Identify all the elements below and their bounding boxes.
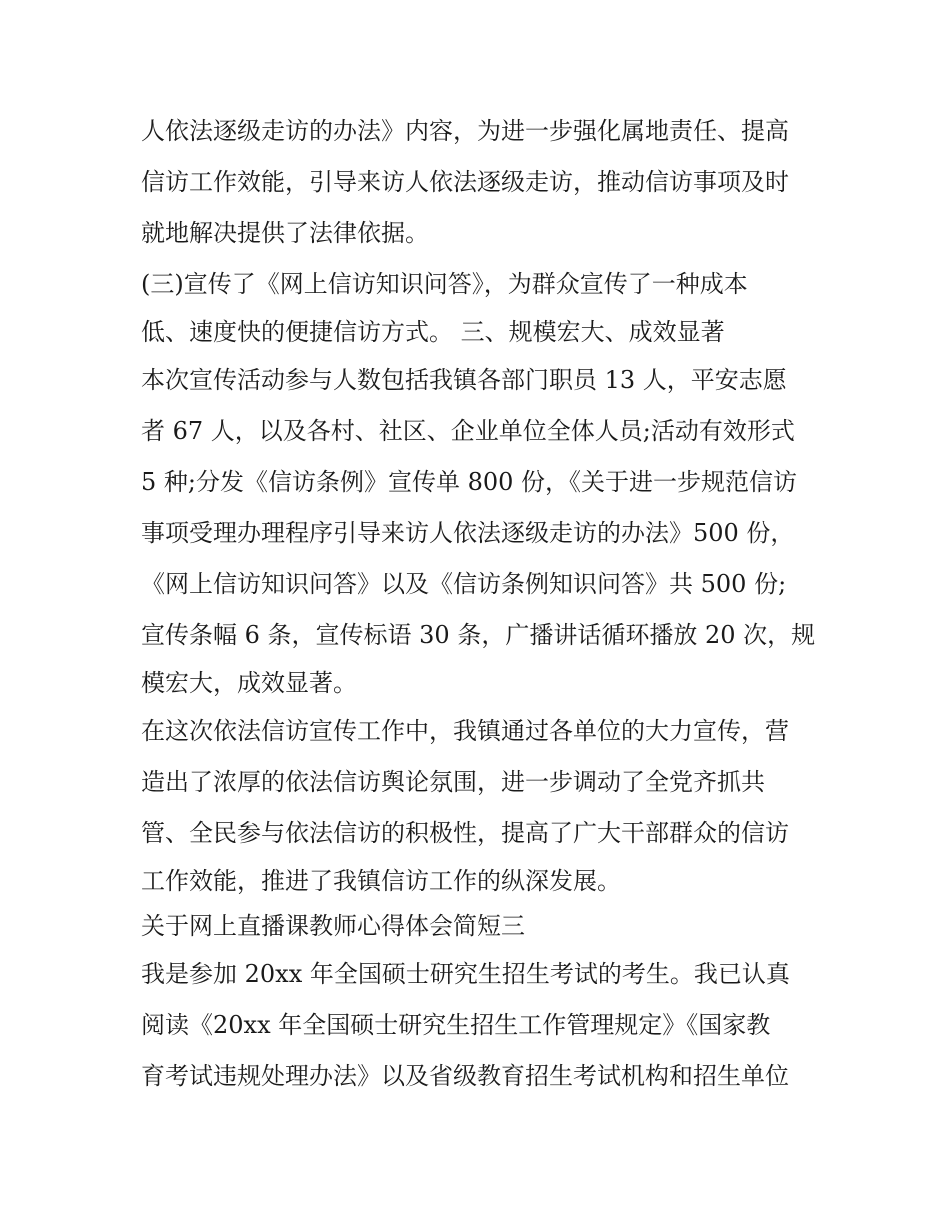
text-line: 人依法逐级走访的办法》内容，为进一步强化属地责任、提高 [141, 117, 789, 145]
text-line: 模宏大，成效显著。 [141, 669, 357, 697]
text-line: 就地解决提供了法律依据。 [141, 219, 429, 247]
text-line: 宣传条幅 6 条，宣传标语 30 条，广播讲话循环播放 20 次，规 [141, 621, 816, 649]
text-line: 工作效能，推进了我镇信访工作的纵深发展。 [141, 867, 621, 895]
document-body [141, 106, 821, 1102]
text-line: 育考试违规处理办法》以及省级教育招生考试机构和招生单位 [141, 1062, 789, 1090]
text-line: 者 67 人，以及各村、社区、企业单位全体人员;活动有效形式 [141, 417, 795, 445]
text-line: 我是参加 20xx 年全国硕士研究生招生考试的考生。我已认真 [141, 960, 790, 988]
text-line: (三)宣传了《网上信访知识问答》，为群众宣传了一种成本 [141, 270, 748, 298]
text-line: 造出了浓厚的依法信访舆论氛围，进一步调动了全党齐抓共 [141, 768, 765, 796]
text-line: 阅读《20xx 年全国硕士研究生招生工作管理规定》《国家教 [141, 1011, 771, 1039]
text-line: 在这次依法信访宣传工作中，我镇通过各单位的大力宣传，营 [141, 717, 789, 745]
text-line: 信访工作效能，引导来访人依法逐级走访，推动信访事项及时 [141, 168, 789, 196]
text-line: 管、全民参与依法信访的积极性，提高了广大干部群众的信访 [141, 819, 789, 847]
text-line: 低、速度快的便捷信访方式。 三、规模宏大、成效显著 [141, 318, 725, 346]
text-line: 5 种;分发《信访条例》宣传单 800 份，《关于进一步规范信访 [141, 468, 798, 496]
section-heading: 关于网上直播课教师心得体会简短三 [141, 912, 525, 940]
text-line: 《网上信访知识问答》以及《信访条例知识问答》共 500 份; [141, 570, 787, 598]
text-line: 事项受理办理程序引导来访人依法逐级走访的办法》500 份， [141, 519, 795, 547]
text-line: 本次宣传活动参与人数包括我镇各部门职员 13 人，平安志愿 [141, 366, 787, 394]
